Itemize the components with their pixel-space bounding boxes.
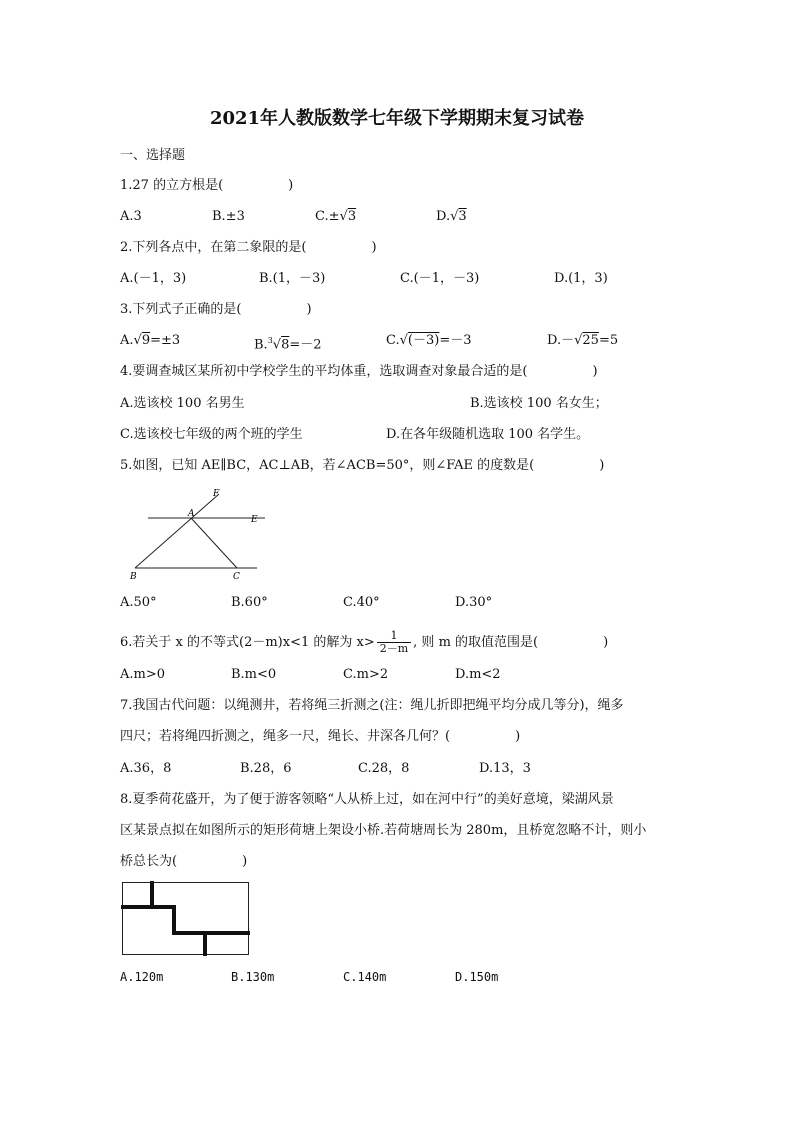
question-4-option-c: C.选该校七年级的两个班的学生	[120, 427, 303, 442]
question-3-option-a: A.√9=±3	[120, 333, 181, 348]
question-7-option-a: A.36，8	[120, 761, 172, 776]
question-7-line-2: 四尺；若将绳四折测之，绳多一尺，绳长、井深各几何？( )	[120, 729, 521, 744]
question-1-option-d: D.√3	[436, 209, 467, 224]
pond-bridge-figure	[121, 880, 251, 956]
line-ac	[191, 518, 237, 568]
question-8-option-a: A.120m	[120, 970, 164, 984]
question-3-option-b: B.$^3$√8=－2	[254, 336, 322, 353]
question-3-stem: 3.下列式子正确的是( )	[120, 302, 312, 317]
section-heading: 一、选择题	[120, 148, 186, 163]
question-7-option-c: C.28，8	[358, 761, 410, 776]
question-1-option-a: A.3	[120, 209, 142, 224]
question-4-option-d: D.在各年级随机选取 100 名学生。	[386, 427, 590, 442]
question-4-stem: 4.要调查城区某所初中学校学生的平均体重，选取调查对象最合适的是( )	[120, 364, 598, 379]
question-6-option-b: B.m<0	[231, 667, 277, 682]
question-2-stem: 2.下列各点中，在第二象限的是( )	[120, 240, 377, 255]
fraction-denominator: 2－m	[379, 642, 409, 655]
page-title: 2021年人教版数学七年级下学期期末复习试卷	[209, 108, 585, 129]
label-f: F	[213, 489, 220, 499]
fraction	[377, 630, 411, 655]
question-1-option-b: B.±3	[212, 209, 245, 224]
question-8-option-b: B.130m	[231, 970, 275, 984]
label-c: C	[233, 572, 240, 582]
line-bf	[135, 494, 219, 568]
label-b: B	[130, 572, 137, 582]
fraction-numerator: 1	[377, 630, 411, 643]
question-6-stem: 6.若关于 x 的不等式(2－m)x<1 的解为 x> $\frac{1}{2-m}$ , 则 m 的取值范围是( )	[120, 629, 609, 655]
question-4-option-a: A.选该校 100 名男生	[120, 396, 245, 411]
question-5-option-d: D.30°	[455, 595, 493, 610]
question-8-line-3: 桥总长为( )	[120, 854, 248, 869]
label-a: A	[188, 509, 195, 519]
label-e: E	[251, 515, 258, 525]
question-6-option-d: D.m<2	[455, 667, 501, 682]
question-5-option-c: C.40°	[343, 595, 380, 610]
question-3-option-d: D.－√25=5	[547, 333, 619, 348]
triangle-figure	[125, 486, 275, 584]
question-8-option-c: C.140m	[343, 970, 387, 984]
question-7-option-b: B.28，6	[240, 761, 292, 776]
question-1-stem: 1.27 的立方根是( )	[120, 178, 294, 193]
question-6-option-c: C.m>2	[343, 667, 389, 682]
question-7-line-1: 7.我国古代问题：以绳测井，若将绳三折测之(注：绳儿折即把绳平均分成几等分)，绳多	[120, 698, 624, 713]
pond-rectangle	[123, 883, 249, 955]
question-5-option-b: B.60°	[231, 595, 268, 610]
question-4-option-b: B.选该校 100 名女生；	[470, 396, 608, 411]
question-5-option-a: A.50°	[120, 595, 157, 610]
question-7-option-d: D.13，3	[479, 761, 531, 776]
question-1-option-c: C.±√3	[315, 209, 357, 224]
question-8-line-2: 区某景点拟在如图所示的矩形荷塘上架设小桥.若荷塘周长为 280m，且桥宽忽略不计，则小	[120, 823, 647, 838]
question-2-option-a: A.(－1，3)	[120, 271, 187, 286]
question-5-stem: 5.如图，已知 AE∥BC，AC⊥AB，若∠ACB=50°，则∠FAE 的度数是( )	[120, 458, 605, 473]
bridge-path	[123, 883, 248, 954]
question-8-line-1: 8.夏季荷花盛开，为了便于游客领略“人从桥上过，如在河中行”的美好意境，梁湖风景	[120, 792, 614, 807]
question-3-option-c: C.√(－3)=－3	[386, 333, 472, 348]
question-6-option-a: A.m>0	[120, 667, 166, 682]
question-2-option-d: D.(1，3)	[554, 271, 608, 286]
question-2-option-b: B.(1，－3)	[259, 271, 326, 286]
question-8-option-d: D.150m	[455, 970, 499, 984]
question-2-option-c: C.(－1，－3)	[400, 271, 480, 286]
